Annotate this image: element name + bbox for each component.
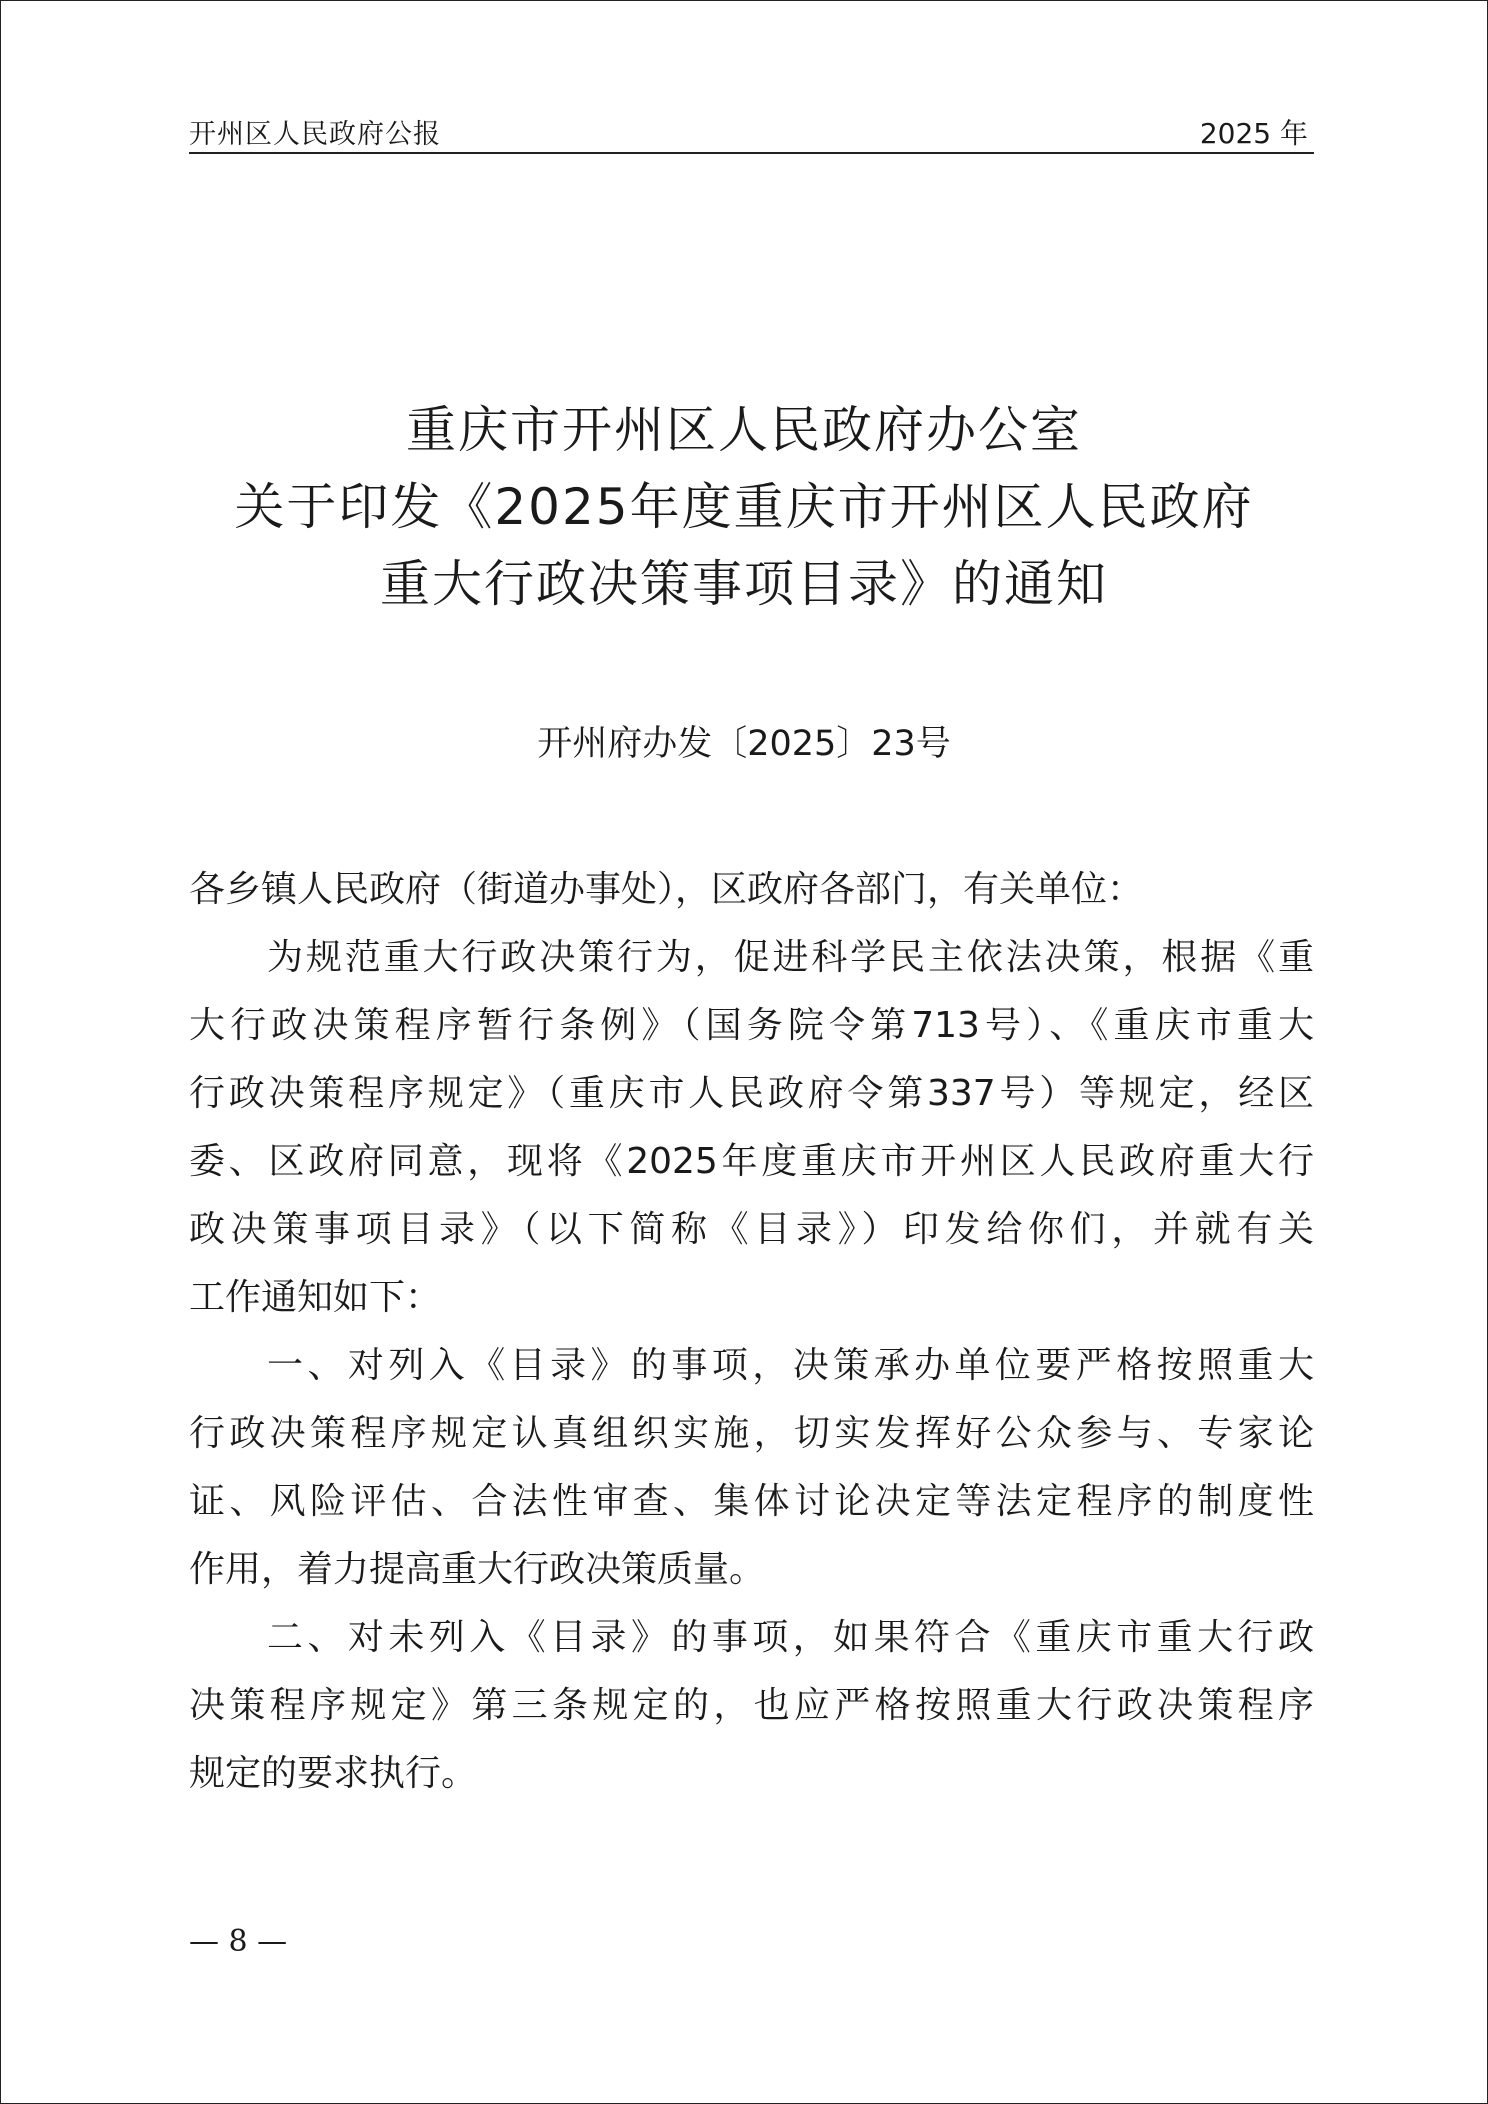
salutation-line: 各乡镇人民政府（街道办事处），区政府各部门，有关单位： xyxy=(189,869,1144,910)
title-line-1: 重庆市开州区人民政府办公室 xyxy=(406,401,1082,459)
document-title xyxy=(0,392,1488,623)
paragraph-line: 作用，着力提高重大行政决策质量。 xyxy=(189,1549,766,1590)
paragraph-line: 为规范重大行政决策行为，促进科学民主依法决策，根据《重 xyxy=(267,937,1314,978)
paragraph-line: 大行政决策程序暂行条例》（国务院令第713号）、《重庆市重大 xyxy=(189,1005,1314,1046)
paragraph-line: 证、风险评估、合法性审查、集体讨论决定等法定程序的制度性 xyxy=(189,1481,1314,1522)
paragraph-line: 行政决策程序规定认真组织实施，切实发挥好公众参与、专家论 xyxy=(189,1413,1314,1454)
page-number: — 8 — xyxy=(189,1924,288,1959)
document-number: 开州府办发〔2025〕23号 xyxy=(537,724,951,764)
paragraph-line: 工作通知如下： xyxy=(189,1277,442,1318)
paragraph-line: 规定的要求执行。 xyxy=(189,1753,478,1794)
paragraph-line: 一、对列入《目录》的事项，决策承办单位要严格按照重大 xyxy=(267,1345,1314,1386)
paragraph-line: 委、区政府同意，现将《2025年度重庆市开州区人民政府重大行 xyxy=(189,1141,1314,1182)
paragraph-line: 行政决策程序规定》（重庆市人民政府令第337号）等规定，经区 xyxy=(189,1073,1314,1114)
document-body xyxy=(189,856,1314,1808)
page-header xyxy=(189,108,1314,154)
paragraph-line: 决策程序规定》第三条规定的，也应严格按照重大行政决策程序 xyxy=(189,1685,1314,1726)
paragraph-line: 政决策事项目录》（以下简称《目录》）印发给你们，并就有关 xyxy=(189,1209,1314,1250)
publication-name: 开州区人民政府公报 xyxy=(189,119,441,150)
publication-year: 2025 年 xyxy=(1199,117,1308,150)
paragraph-line: 二、对未列入《目录》的事项，如果符合《重庆市重大行政 xyxy=(267,1617,1314,1658)
title-line-3: 重大行政决策事项目录》的通知 xyxy=(380,555,1108,613)
title-line-2: 关于印发《2025年度重庆市开州区人民政府 xyxy=(234,478,1254,536)
